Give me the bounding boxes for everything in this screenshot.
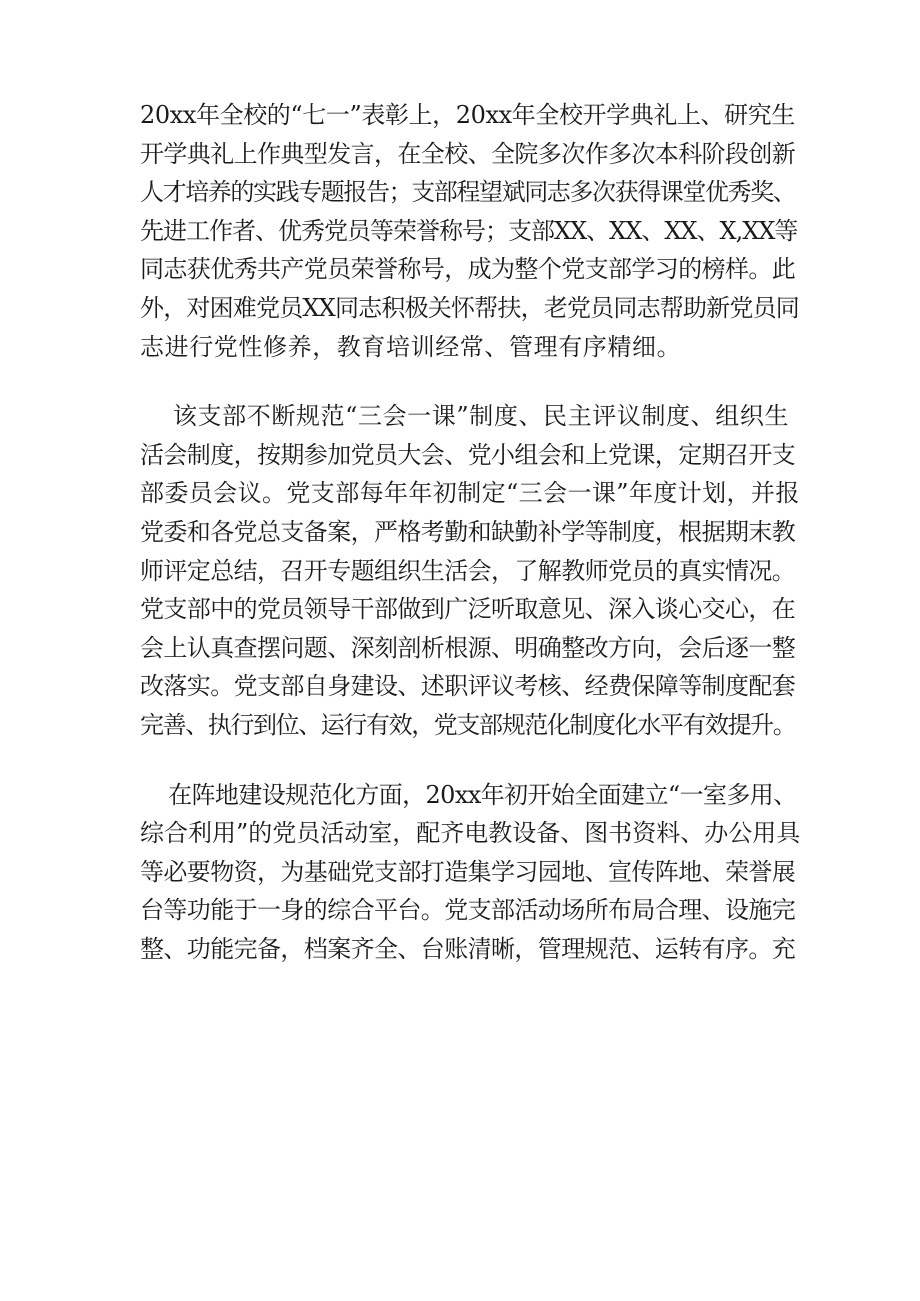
text-line: 会上认真查摆问题、深刻剖析根源、明确整改方向，会后逐一整 — [140, 633, 796, 662]
paragraph-honors — [140, 96, 800, 366]
text-line: 师评定总结，召开专题组织生活会，了解教师党员的真实情况。 — [140, 556, 796, 585]
text-line: 等必要物资，为基础党支部打造集学习园地、宣传阵地、荣誉展 — [140, 857, 796, 886]
paragraph-three-meetings — [140, 397, 800, 744]
text-line: 在阵地建设规范化方面，20xx年初开始全面建立“一室多用、 — [140, 780, 797, 809]
text-line: 人才培养的实践专题报告；支部程望斌同志多次获得课堂优秀奖、 — [140, 178, 796, 207]
text-line: 20xx年全校的“七一”表彰上，20xx年全校开学典礼上、研究生 — [140, 101, 795, 129]
document-page — [140, 96, 800, 968]
text-line: 开学典礼上作典型发言，在全校、全院多次作多次本科阶段创新 — [140, 139, 796, 168]
text-line: 活会制度，按期参加党员大会、党小组会和上党课，定期召开支 — [140, 440, 796, 469]
text-line: 完善、执行到位、运行有效，党支部规范化制度化水平有效提升。 — [140, 710, 796, 739]
paragraph-position-building — [140, 776, 800, 969]
text-line: 台等功能于一身的综合平台。党支部活动场所布局合理、设施完 — [140, 896, 796, 925]
text-line: 整、功能完备，档案齐全、台账清晰，管理规范、运转有序。充 — [140, 934, 796, 963]
text-line: 改落实。党支部自身建设、述职评议考核、经费保障等制度配套 — [140, 672, 796, 701]
text-line: 志进行党性修养，教育培训经常、管理有序精细。 — [140, 332, 682, 361]
text-line: 同志获优秀共产党员荣誉称号，成为整个党支部学习的榜样。此 — [140, 255, 796, 284]
text-line: 该支部不断规范“三会一课”制度、民主评议制度、组织生 — [140, 402, 790, 431]
text-line: 先进工作者、优秀党员等荣誉称号；支部XX、XX、XX、X,XX等 — [140, 216, 798, 245]
text-line: 党委和各党总支备案，严格考勤和缺勤补学等制度，根据期末教 — [140, 517, 796, 546]
text-line: 外，对困难党员XX同志积极关怀帮扶，老党员同志帮助新党员同 — [140, 293, 799, 322]
text-line: 部委员会议。党支部每年年初制定“三会一课”年度计划，并报 — [140, 479, 800, 508]
text-line: 党支部中的党员领导干部做到广泛听取意见、深入谈心交心，在 — [140, 595, 796, 624]
text-line: 综合利用”的党员活动室，配齐电教设备、图书资料、办公用具 — [140, 819, 801, 848]
